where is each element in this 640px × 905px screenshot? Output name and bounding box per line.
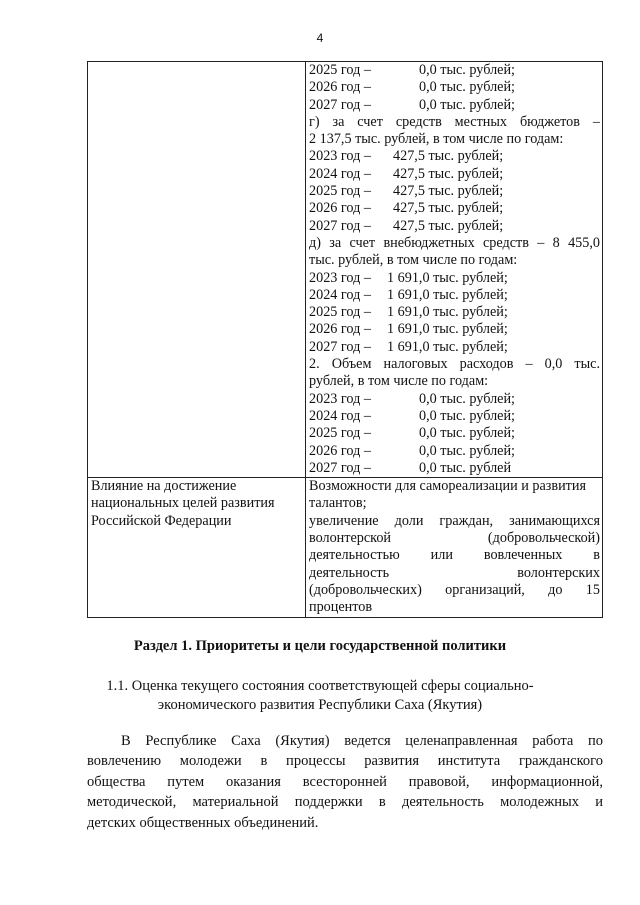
year-label: 2027 год – bbox=[309, 217, 371, 234]
row-label-line: Влияние на достижение bbox=[91, 478, 237, 495]
subsection-title-line: 1.1. Оценка текущего состояния соответствующей сферы социально- bbox=[106, 678, 534, 694]
paragraph-line: методической, материальной поддержки в деятельность молодежных и bbox=[87, 794, 603, 811]
funding-text-line: рублей, в том числе по годам: bbox=[309, 373, 489, 390]
table-row bbox=[88, 62, 603, 478]
year-amount-line bbox=[309, 443, 600, 460]
impact-text-line: увеличение доли граждан, занимающихся bbox=[309, 512, 600, 529]
impact-text-line: волонтерской (добровольческой) bbox=[309, 530, 600, 547]
row-label-line: Российской Федерации bbox=[91, 512, 232, 529]
row2-left-cell bbox=[88, 478, 306, 617]
amount-value: 0,0 тыс. рублей; bbox=[419, 390, 515, 407]
paragraph-line: детских общественных объединений. bbox=[87, 814, 319, 831]
section-title: Раздел 1. Приоритеты и цели государственной политики bbox=[133, 638, 507, 654]
passport-table bbox=[87, 61, 603, 618]
year-amount-line bbox=[309, 425, 600, 442]
amount-value: 1 691,0 тыс. рублей; bbox=[387, 338, 508, 355]
amount-value: 0,0 тыс. рублей bbox=[419, 459, 512, 476]
year-amount-line bbox=[309, 287, 600, 304]
year-amount-line bbox=[309, 97, 600, 114]
page-number: 4 bbox=[316, 31, 324, 45]
year-label: 2025 год – bbox=[309, 425, 371, 442]
impact-text-line: (добровольческих) организаций, до 15 bbox=[309, 581, 600, 598]
year-amount-line bbox=[309, 408, 600, 425]
funding-text-line: 2 137,5 тыс. рублей, в том числе по годам: bbox=[309, 131, 564, 148]
amount-value: 427,5 тыс. рублей; bbox=[393, 200, 504, 217]
amount-value: 427,5 тыс. рублей; bbox=[393, 165, 504, 182]
year-amount-line bbox=[309, 148, 600, 165]
amount-value: 1 691,0 тыс. рублей; bbox=[387, 321, 508, 338]
impact-text-line: талантов; bbox=[309, 495, 367, 512]
body-paragraph bbox=[87, 731, 603, 833]
subsection-title bbox=[0, 677, 640, 715]
amount-value: 427,5 тыс. рублей; bbox=[393, 217, 504, 234]
paragraph-line: В Республике Саха (Якутия) ведется целенаправленная работа по bbox=[121, 733, 603, 749]
funding-text-line: г) за счет средств местных бюджетов – bbox=[309, 113, 600, 130]
year-amount-line bbox=[309, 62, 600, 79]
year-label: 2027 год – bbox=[309, 459, 371, 476]
table-row bbox=[88, 478, 603, 617]
funding-text-line: 2. Объем налоговых расходов – 0,0 тыс. bbox=[309, 356, 600, 373]
year-label: 2026 год – bbox=[309, 442, 371, 459]
year-label: 2027 год – bbox=[309, 338, 371, 355]
year-amount-line bbox=[309, 200, 600, 217]
row1-left-cell bbox=[88, 62, 306, 478]
year-amount-line bbox=[309, 270, 600, 287]
amount-value: 1 691,0 тыс. рублей; bbox=[387, 286, 508, 303]
year-label: 2025 год – bbox=[309, 304, 371, 321]
year-amount-line bbox=[309, 339, 600, 356]
year-amount-line bbox=[309, 321, 600, 338]
impact-text-line: деятельностью или вовлеченных в bbox=[309, 547, 600, 564]
paragraph-line: общества путем оказания всесторонней правовой, информационной, bbox=[87, 773, 603, 790]
year-label: 2026 год – bbox=[309, 321, 371, 338]
amount-value: 0,0 тыс. рублей; bbox=[419, 62, 515, 78]
amount-value: 1 691,0 тыс. рублей; bbox=[387, 269, 508, 286]
funding-text-line: д) за счет внебюджетных средств – 8 455,0 bbox=[309, 234, 600, 251]
year-label: 2025 год – bbox=[309, 183, 371, 200]
row-label-line: национальных целей развития bbox=[91, 495, 275, 512]
year-amount-line bbox=[309, 183, 600, 200]
year-amount-line bbox=[309, 460, 600, 477]
year-label: 2023 год – bbox=[309, 390, 371, 407]
amount-value: 0,0 тыс. рублей; bbox=[419, 96, 515, 113]
row1-right-cell bbox=[306, 62, 603, 478]
year-label: 2027 год – bbox=[309, 96, 371, 113]
row2-right-cell bbox=[306, 478, 603, 617]
year-amount-line bbox=[309, 391, 600, 408]
amount-value: 0,0 тыс. рублей; bbox=[419, 425, 515, 442]
amount-value: 427,5 тыс. рублей; bbox=[393, 183, 504, 200]
year-amount-line bbox=[309, 304, 600, 321]
year-label: 2026 год – bbox=[309, 200, 371, 217]
year-label: 2026 год – bbox=[309, 79, 371, 96]
funding-text-line: тыс. рублей, в том числе по годам: bbox=[309, 252, 518, 269]
amount-value: 0,0 тыс. рублей; bbox=[419, 407, 515, 424]
year-label: 2023 год – bbox=[309, 269, 371, 286]
impact-text-line: деятельность волонтерских bbox=[309, 564, 600, 581]
impact-text-line: процентов bbox=[309, 599, 373, 616]
subsection-title-line: экономического развития Республики Саха (Якутия) bbox=[157, 697, 483, 713]
year-label: 2024 год – bbox=[309, 165, 371, 182]
amount-value: 427,5 тыс. рублей; bbox=[393, 148, 504, 165]
amount-value: 0,0 тыс. рублей; bbox=[419, 79, 515, 96]
year-label: 2024 год – bbox=[309, 286, 371, 303]
paragraph-line: вовлечению молодежи в процессы развития института гражданского bbox=[87, 753, 603, 770]
year-amount-line bbox=[309, 79, 600, 96]
amount-value: 0,0 тыс. рублей; bbox=[419, 442, 515, 459]
impact-text-line: Возможности для самореализации и развития bbox=[309, 478, 586, 495]
year-amount-line bbox=[309, 166, 600, 183]
amount-value: 1 691,0 тыс. рублей; bbox=[387, 304, 508, 321]
year-label: 2025 год – bbox=[309, 62, 371, 78]
year-label: 2024 год – bbox=[309, 407, 371, 424]
year-label: 2023 год – bbox=[309, 148, 371, 165]
year-amount-line bbox=[309, 218, 600, 235]
